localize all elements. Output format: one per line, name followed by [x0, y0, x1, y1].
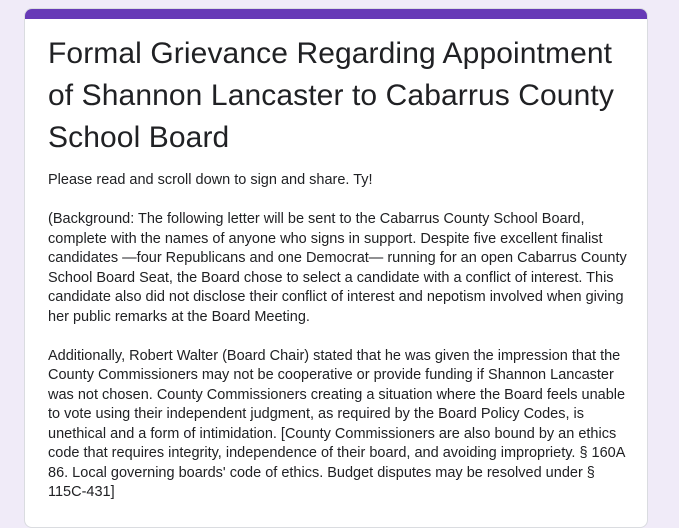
- form-header-content: [48, 33, 633, 522]
- form-header-card: [24, 8, 648, 528]
- form-title: Formal Grievance Regarding Appointment of Shannon Lancaster to Cabarrus County School Board: [48, 37, 614, 154]
- form-accent-bar: [25, 9, 647, 19]
- form-description: [48, 171, 633, 503]
- description-paragraph-instructions: Please read and scroll down to sign and share. Ty!: [48, 172, 373, 188]
- description-paragraph-additional: Additionally, Robert Walter (Board Chair) stated that he was given the impression that the County Commissioners may not be cooperative or provide funding if Shannon Lancaster was not chosen. County Commissioners creating a situation where the Board feels unable to vote using their independent judgment, as required by the Board Policy Codes, is unethical and a form of intimidation. [County Commissioners are also bound by an ethics code that requires integrity, independence of their board, and avoiding impropriety. § 160A 86. Local governing boards' code of ethics. Budget disputes may be resolved under § 115C-431]: [48, 347, 626, 500]
- description-paragraph-background: (Background: The following letter will be sent to the Cabarrus County School Board, complete with the names of anyone who signs in support. Despite five excellent finalist candidates —four Republicans and one Democrat— running for an open Cabarrus County School Board Seat, the Board chose to select a candidate with a conflict of interest. This candidate also did not disclose their conflict of interest and nepotism involved when giving her public remarks at the Board Meeting.: [48, 211, 627, 325]
